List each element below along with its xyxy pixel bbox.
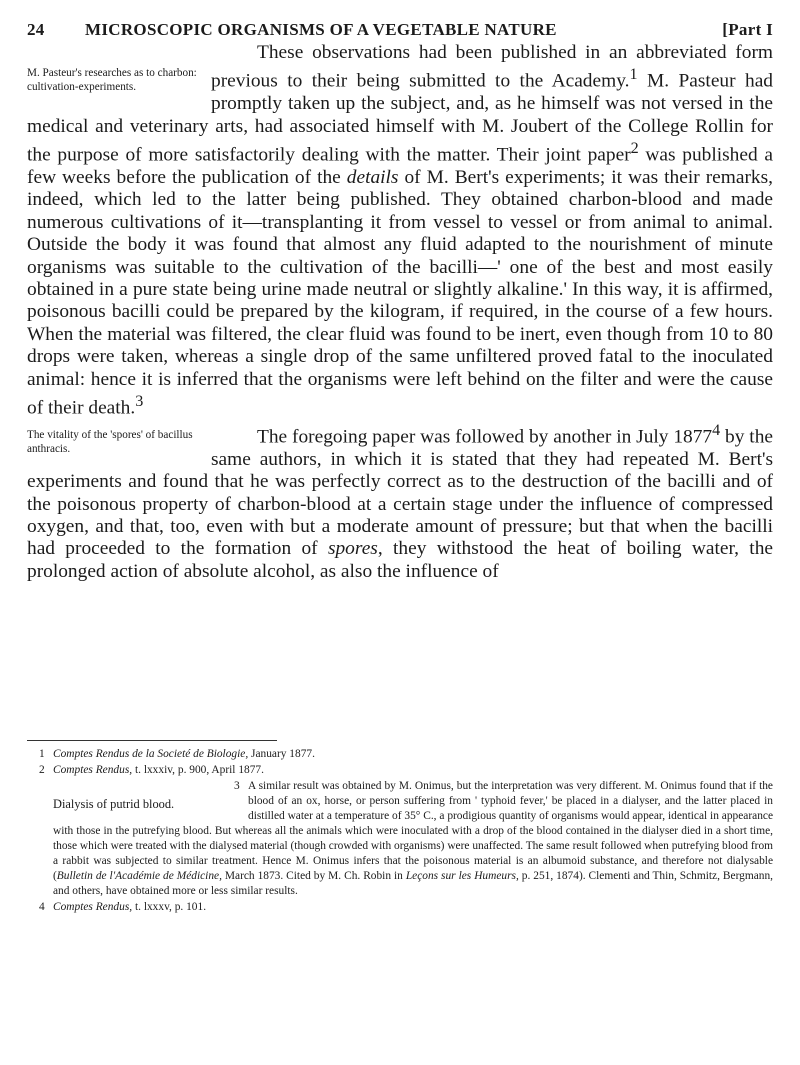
p1-text-d: of M. Bert's experiments; it was their remarks, indeed, which led to the latter being published. They obtained charbon-blood and made numerous cultivations of it—transplanting it from vessel to vessel or from animal to animal. Outside the body it was found that almost any fluid adapted to the nourishment of minute organisms was suitable to the cultivation of the bacilli—' one of the best and most easily obtained in a pure state being urine made neutral or slightly alkaline.' In this way, it is affirmed, poisonous bacilli could be prepared by the kilogram, if required, in the course of a few hours. When the material was filtered, the clear fluid was found to be inert, even though from 10 to 80 drops were taken, whereas a single drop of the same unfiltered proved fatal to the inoculated animal: hence it is inferred that the organisms were left behind on the filter and were the cause of their death.	[27, 166, 773, 419]
sidenote-dialysis: Dialysis of putrid blood.	[53, 797, 175, 811]
footnote-2-number: 2	[39, 764, 45, 776]
footnote-3-text-a: A similar result was obtained by M. Onimus, but the interpretation was very different. M. Onimus found that if the blood of an ox, horse, or person suffering from ' typhoid fever,' be placed in a dialyser, and the latter placed in distilled water at a temperature of 35° C., a prodigious quantity of organisms would appear, identical in appearance with those in the putrefying blood. But whereas all the animals which were inoculated with a drop of the blood contained in the dialyser died in a short time, those which were treated with the dialysed material (though crowded with organisms) were unaffected. The same result followed when putrefying blood from a rabbit was subjected to similar treatment. Hence M. Onimus infers that the poisonous material is an albumoid substance, and therefore not dialysable (	[53, 780, 773, 882]
footnote-ref-2[interactable]: 2	[630, 140, 639, 158]
footnote-1-text: January 1877.	[248, 748, 315, 760]
footnote-1-title: Comptes Rendus de la Societé de Biologie,	[53, 748, 249, 760]
footnote-2	[27, 763, 773, 778]
footnote-ref-3[interactable]: 3	[135, 393, 144, 411]
p2-text-a: The foregoing paper was followed by another in July 1877	[257, 426, 713, 448]
footnote-1-number: 1	[39, 748, 45, 760]
footnote-3-number: 3	[234, 780, 240, 792]
running-title: MICROSCOPIC ORGANISMS OF A VEGETABLE NATURE	[85, 20, 557, 39]
footnote-3-text-b: March 1873. Cited by M. Ch. Robin in	[221, 870, 406, 882]
footnotes	[27, 747, 773, 916]
footnote-4-text: t. lxxxv, p. 101.	[132, 901, 207, 913]
footnote-2-text: t. lxxxiv, p. 900, April 1877.	[132, 764, 264, 776]
part-label: [Part I	[722, 20, 773, 39]
running-header	[27, 14, 773, 42]
p1-text-b: M. Pasteur had promptly taken up the subject, and, as he himself was not versed in the medical and veterinary arts, had associated himself with M. Joubert of the College Rollin for the purpose of more satisfactorily dealing with the matter. Their joint paper	[27, 70, 773, 166]
book-page	[27, 0, 773, 1065]
p2-text-c: , they withstood the heat of boiling water, the prolonged action of absolute alcohol, as also the influence of	[27, 538, 773, 582]
footnote-rule	[27, 740, 277, 741]
footnote-4-number: 4	[39, 901, 45, 913]
paragraph-1	[27, 42, 773, 420]
main-text	[27, 42, 773, 583]
footnote-ref-1[interactable]: 1	[629, 66, 638, 84]
footnote-3-text-c: p. 251, 1874). Clementi and Thin, Schmitz, Bergmann, and others, have obtained more or less similar results.	[53, 870, 774, 897]
p2-italic-spores: spores	[327, 538, 378, 560]
p1-italic-details: details	[346, 166, 399, 188]
footnote-3-journal: Bulletin de l'Académie de Médicine,	[56, 870, 222, 882]
footnote-4-title: Comptes Rendus,	[53, 901, 133, 913]
sidenote-spores-vitality: The vitality of the 'spores' of bacillus anthracis.	[27, 428, 193, 455]
page-number: 24	[27, 20, 45, 39]
footnote-ref-4[interactable]: 4	[712, 421, 721, 439]
p2-text-b: by the same authors, in which it is stated that they had repeated M. Bert's experiments and found that he was perfectly correct as to the destruction of the bacilli and of the poisonous property of charbon-blood at a certain stage under the influence of compressed oxygen, and that, too, even with but a moderate amount of pressure; but that when the bacilli had proceeded to the formation of	[27, 426, 773, 560]
sidenote-pasteur-researches: M. Pasteur's researches as to charbon: cultivation-experiments.	[27, 67, 197, 93]
p1-text-a: These observations had been published in an abbreviated form previous to their being submitted to the Academy.	[211, 42, 773, 92]
footnote-2-title: Comptes Rendus,	[53, 764, 133, 776]
p1-text-c: was published a few weeks before the publication of the	[27, 144, 773, 188]
footnote-1	[27, 747, 773, 762]
paragraph-2	[27, 420, 773, 583]
footnote-4	[27, 900, 773, 915]
footnote-3	[27, 779, 773, 899]
footnote-3-book: Leçons sur les Humeurs,	[405, 870, 519, 882]
